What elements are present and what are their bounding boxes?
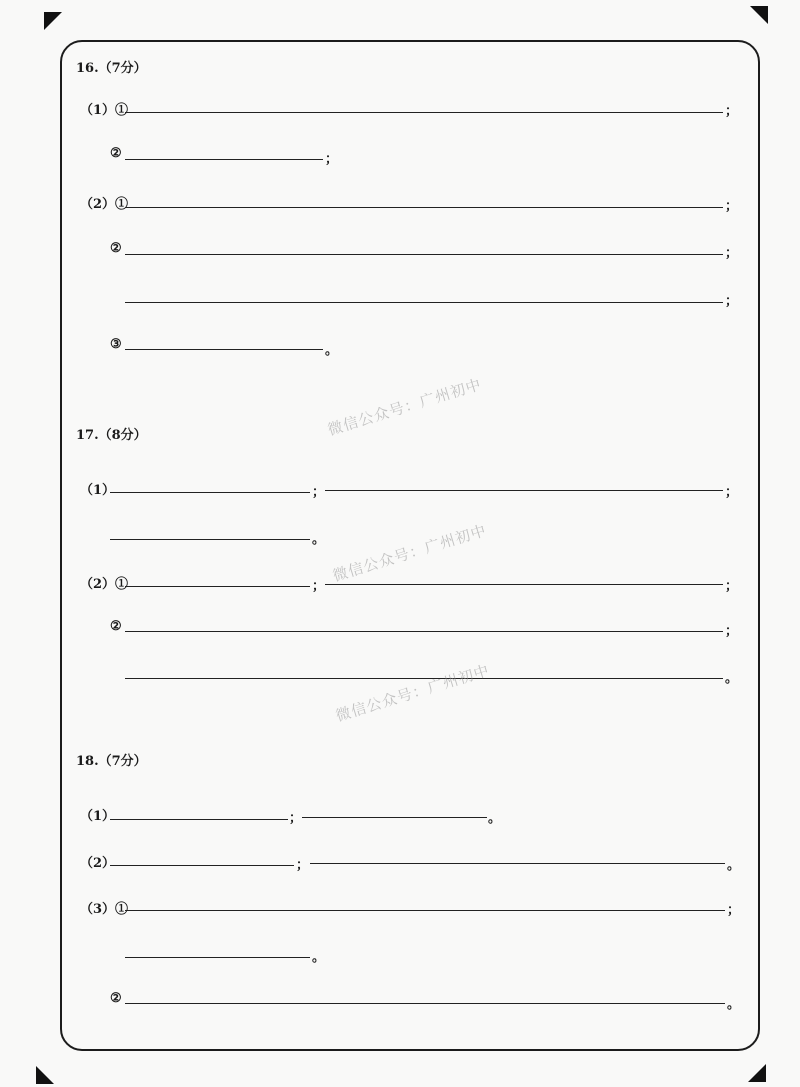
q18-part3-label: （3）① bbox=[80, 902, 129, 917]
q16-part2-circled3: ③ bbox=[110, 337, 122, 352]
q16-part1-semicolon: ； bbox=[725, 104, 739, 119]
registration-mark-bottom-left bbox=[36, 1066, 54, 1084]
q18-part3-semicolon: ； bbox=[727, 903, 741, 918]
q16-part1-blank1[interactable] bbox=[125, 112, 723, 113]
watermark: 微信公众号：广州初中 bbox=[325, 375, 484, 440]
q17-part1-semicolon: ； bbox=[312, 485, 326, 500]
q17-part2-blank1[interactable] bbox=[125, 586, 310, 587]
q18-part1-semicolon: ； bbox=[289, 811, 303, 826]
q16-part2-circled2: ② bbox=[110, 241, 122, 256]
q17-part2-blank3[interactable] bbox=[125, 631, 723, 632]
watermark: 微信公众号：广州初中 bbox=[333, 661, 492, 726]
registration-mark-top-left bbox=[44, 12, 62, 30]
q17-part1-label: （1） bbox=[80, 483, 116, 498]
q17-part1-blank3[interactable] bbox=[110, 539, 310, 540]
q16-header: 16.（7分） bbox=[76, 61, 147, 76]
q18-part3-period2: 。 bbox=[727, 997, 741, 1012]
q16-part2-semicolon3: ； bbox=[725, 294, 739, 309]
q16-part2-period: 。 bbox=[325, 343, 339, 358]
q16-part1-label: （1）① bbox=[80, 103, 129, 118]
q16-part2-blank4[interactable] bbox=[125, 349, 323, 350]
q17-part1-semicolon2: ； bbox=[725, 485, 739, 500]
q18-part1-period: 。 bbox=[488, 811, 502, 826]
q17-part2-circled2: ② bbox=[110, 619, 122, 634]
q18-part3-blank3[interactable] bbox=[125, 1003, 725, 1004]
q18-part1-blank1[interactable] bbox=[110, 819, 288, 820]
q16-part1-blank2[interactable] bbox=[125, 159, 323, 160]
registration-mark-top-right bbox=[750, 6, 768, 24]
q18-part1-label: （1） bbox=[80, 809, 116, 824]
q17-part2-blank2[interactable] bbox=[325, 584, 723, 585]
q18-header: 18.（7分） bbox=[76, 754, 147, 769]
q18-part3-circled2: ② bbox=[110, 991, 122, 1006]
q17-part2-semicolon2: ； bbox=[725, 579, 739, 594]
registration-mark-bottom-right bbox=[748, 1064, 766, 1082]
q16-part2-blank1[interactable] bbox=[125, 207, 723, 208]
q18-part1-blank2[interactable] bbox=[302, 817, 487, 818]
q16-part2-blank2[interactable] bbox=[125, 254, 723, 255]
q16-part1-circled2: ② bbox=[110, 146, 122, 161]
q18-part2-blank2[interactable] bbox=[310, 863, 725, 864]
q16-part2-blank3[interactable] bbox=[125, 302, 723, 303]
q17-part2-semicolon3: ； bbox=[725, 624, 739, 639]
q17-header: 17.（8分） bbox=[76, 428, 147, 443]
q16-part2-semicolon: ； bbox=[725, 199, 739, 214]
q17-part1-period: 。 bbox=[312, 532, 326, 547]
q17-part2-period: 。 bbox=[725, 671, 739, 686]
q17-part2-semicolon: ； bbox=[312, 579, 326, 594]
q17-part2-label: （2）① bbox=[80, 577, 129, 592]
q16-part2-semicolon2: ； bbox=[725, 246, 739, 261]
q18-part3-blank2[interactable] bbox=[125, 957, 310, 958]
q18-part2-blank1[interactable] bbox=[110, 865, 294, 866]
q18-part2-semicolon: ； bbox=[296, 858, 310, 873]
q18-part3-blank1[interactable] bbox=[125, 910, 725, 911]
q17-part1-blank1[interactable] bbox=[110, 492, 310, 493]
watermark: 微信公众号：广州初中 bbox=[330, 521, 489, 586]
q16-part2-label: （2）① bbox=[80, 197, 129, 212]
q16-part1-semicolon2: ； bbox=[325, 152, 339, 167]
q17-part1-blank2[interactable] bbox=[325, 490, 723, 491]
q18-part3-period: 。 bbox=[312, 950, 326, 965]
q18-part2-label: （2） bbox=[80, 856, 116, 871]
q18-part2-period: 。 bbox=[727, 858, 741, 873]
